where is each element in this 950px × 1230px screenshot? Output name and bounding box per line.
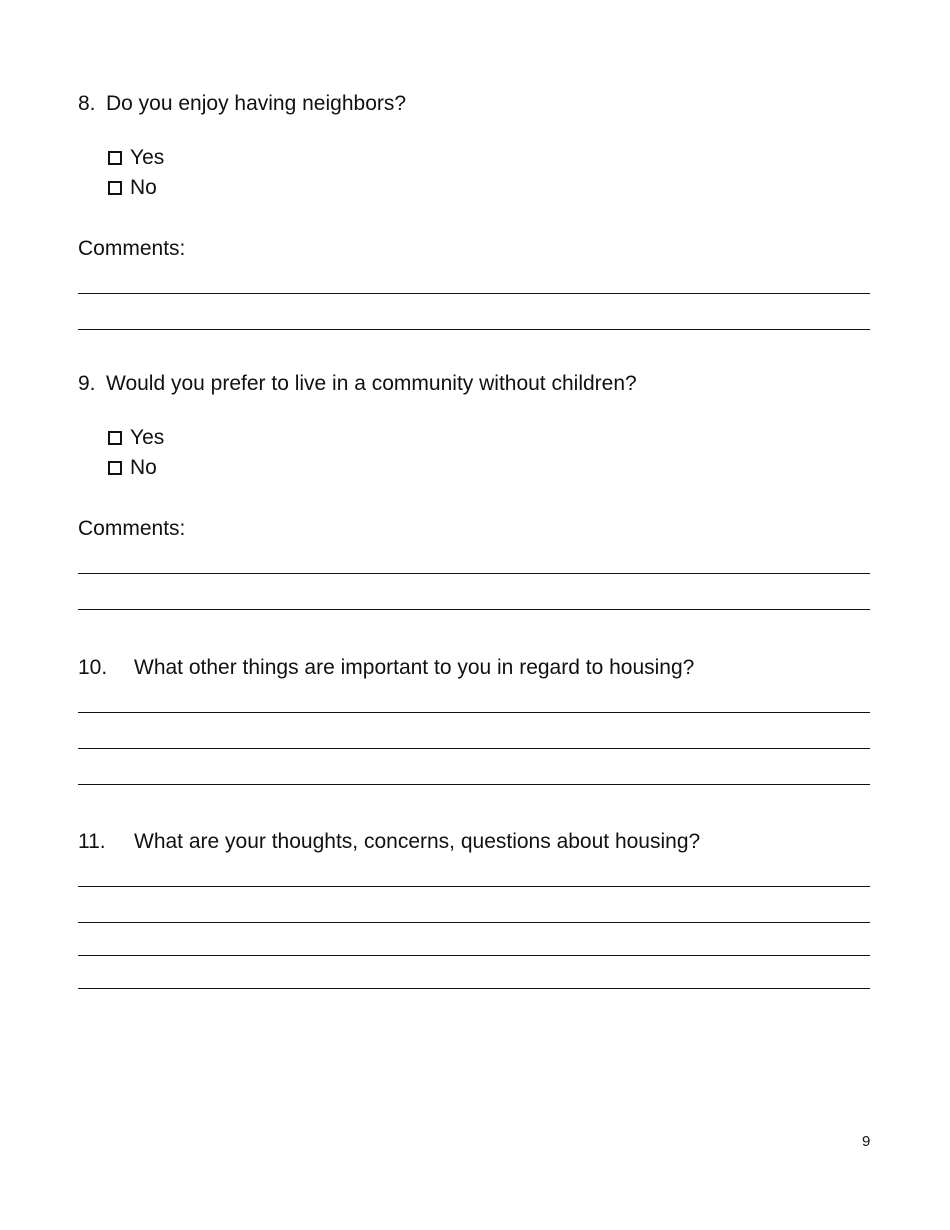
question-number: 9. <box>78 372 96 395</box>
option-label: Yes <box>130 146 165 169</box>
option-label: No <box>130 456 157 479</box>
q8-option-no[interactable] <box>108 176 157 200</box>
q10-answer-line-2[interactable] <box>78 748 870 749</box>
q9-answer-line-1[interactable] <box>78 573 870 574</box>
question-number: 11. <box>78 830 106 853</box>
q8-answer-line-2[interactable] <box>78 329 870 330</box>
q11-answer-line-2[interactable] <box>78 922 870 923</box>
question-text: Would you prefer to live in a community without children? <box>106 372 637 395</box>
page-number: 9 <box>862 1133 871 1150</box>
question-number: 8. <box>78 92 96 115</box>
q10-answer-line-1[interactable] <box>78 712 870 713</box>
q11-answer-line-4[interactable] <box>78 988 870 989</box>
checkbox[interactable] <box>108 181 122 195</box>
question-text: What are your thoughts, concerns, questions about housing? <box>134 830 701 853</box>
q9-option-no[interactable] <box>108 456 157 480</box>
q8-answer-line-1[interactable] <box>78 293 870 294</box>
q11-answer-line-3[interactable] <box>78 955 870 956</box>
question-text: Do you enjoy having neighbors? <box>106 92 407 115</box>
checkbox[interactable] <box>108 461 122 475</box>
q8-comments-label: Comments: <box>78 237 186 260</box>
question-9 <box>78 372 637 396</box>
option-label: Yes <box>130 426 165 449</box>
checkbox[interactable] <box>108 151 122 165</box>
question-number: 10. <box>78 656 108 679</box>
question-10 <box>78 656 694 680</box>
q9-answer-line-2[interactable] <box>78 609 870 610</box>
question-text: What other things are important to you in regard to housing? <box>134 656 695 679</box>
q9-option-yes[interactable] <box>108 426 164 450</box>
checkbox[interactable] <box>108 431 122 445</box>
q10-answer-line-3[interactable] <box>78 784 870 785</box>
q11-answer-line-1[interactable] <box>78 886 870 887</box>
q8-option-yes[interactable] <box>108 146 164 170</box>
q9-comments-label: Comments: <box>78 517 186 540</box>
question-11 <box>78 830 700 854</box>
question-8 <box>78 92 406 116</box>
option-label: No <box>130 176 157 199</box>
